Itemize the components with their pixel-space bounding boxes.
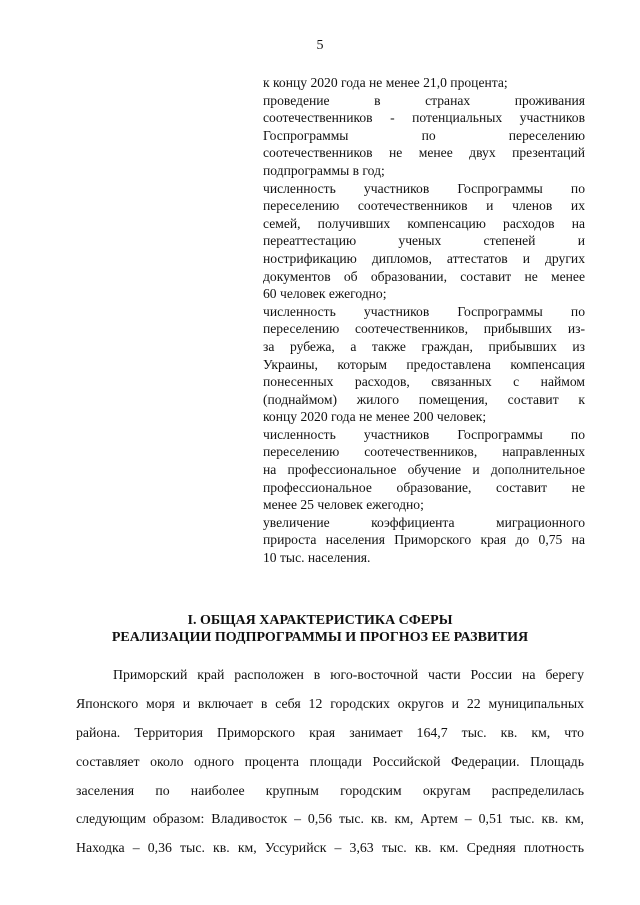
indicator-line: нострификацию дипломов, аттестатов и других [263, 250, 585, 266]
indicator-line: документов об образовании, составит не менее [263, 268, 585, 284]
indicator-line: численность участников Госпрограммы по [263, 303, 585, 319]
section-heading-line-1: I. ОБЩАЯ ХАРАКТЕРИСТИКА СФЕРЫ [187, 613, 453, 628]
body-line: Японского моря и включает в себя 12 городских округов и 22 муниципальных [76, 695, 584, 711]
body-line: района. Территория Приморского края занимает 164,7 тыс. кв. км, что [76, 724, 584, 740]
indicator-line: численность участников Госпрограммы по [263, 426, 585, 442]
indicator-line: профессиональное образование, составит не [263, 479, 585, 495]
section-heading-line-2: РЕАЛИЗАЦИИ ПОДПРОГРАММЫ И ПРОГНОЗ ЕЕ РАЗВИТИЯ [111, 630, 529, 645]
indicator-line: понесенных расходов, связанных с наймом [263, 374, 585, 390]
indicator-line: переселению соотечественников, прибывших из- [263, 321, 585, 337]
body-line: Находка – 0,36 тыс. кв. км, Уссурийск – 3,63 тыс. кв. км. Средняя плотность [76, 840, 584, 856]
indicator-line: проведение в странах проживания [263, 92, 585, 108]
indicator-line: переселению соотечественников и членов их [263, 198, 585, 214]
indicator-line: (поднаймом) жилого помещения, составит к [263, 391, 585, 407]
indicator-line: переаттестацию ученых степеней и [263, 233, 585, 249]
indicator-line: концу 2020 года не менее 200 человек; [263, 409, 487, 425]
section-body [76, 661, 584, 863]
indicator-line: менее 25 человек ежегодно; [263, 497, 424, 513]
indicator-line: семей, получивших компенсацию расходов на [263, 215, 585, 231]
indicator-line: численность участников Госпрограммы по [263, 180, 585, 196]
indicator-line: 10 тыс. населения. [263, 550, 371, 566]
indicator-line: Украины, которым предоставлена компенсация [263, 356, 585, 372]
body-line: составляет около одного процента площади Российской Федерации. Площадь [76, 753, 584, 769]
indicator-line: подпрограммы в год; [263, 162, 385, 178]
indicator-line: Госпрограммы по переселению [263, 127, 585, 143]
indicator-line: 60 человек ежегодно; [263, 286, 387, 302]
indicator-line: переселению соотечественников, направленных [263, 444, 585, 460]
indicator-line: за рубежа, а также граждан, прибывших из [263, 338, 585, 354]
indicator-line: увеличение коэффициента миграционного [263, 514, 585, 530]
indicator-line: на профессиональное обучение и дополнительное [263, 462, 585, 478]
indicator-line: к концу 2020 года не менее 21,0 процента; [263, 75, 508, 90]
page-number: 5 [316, 38, 324, 53]
body-line: Приморский край расположен в юго-восточной части России на берегу [113, 667, 584, 682]
target-indicators-column [263, 74, 585, 567]
indicator-line: соотечественников - потенциальных участников [263, 110, 585, 126]
body-line: заселения по наиболее крупным городским округам распределилась [76, 782, 584, 798]
indicator-line: прироста населения Приморского края до 0,75 на [263, 532, 585, 548]
indicator-line: соотечественников не менее двух презентаций [263, 145, 585, 161]
body-line: следующим образом: Владивосток – 0,56 тыс. кв. км, Артем – 0,51 тыс. кв. км, [76, 811, 584, 827]
